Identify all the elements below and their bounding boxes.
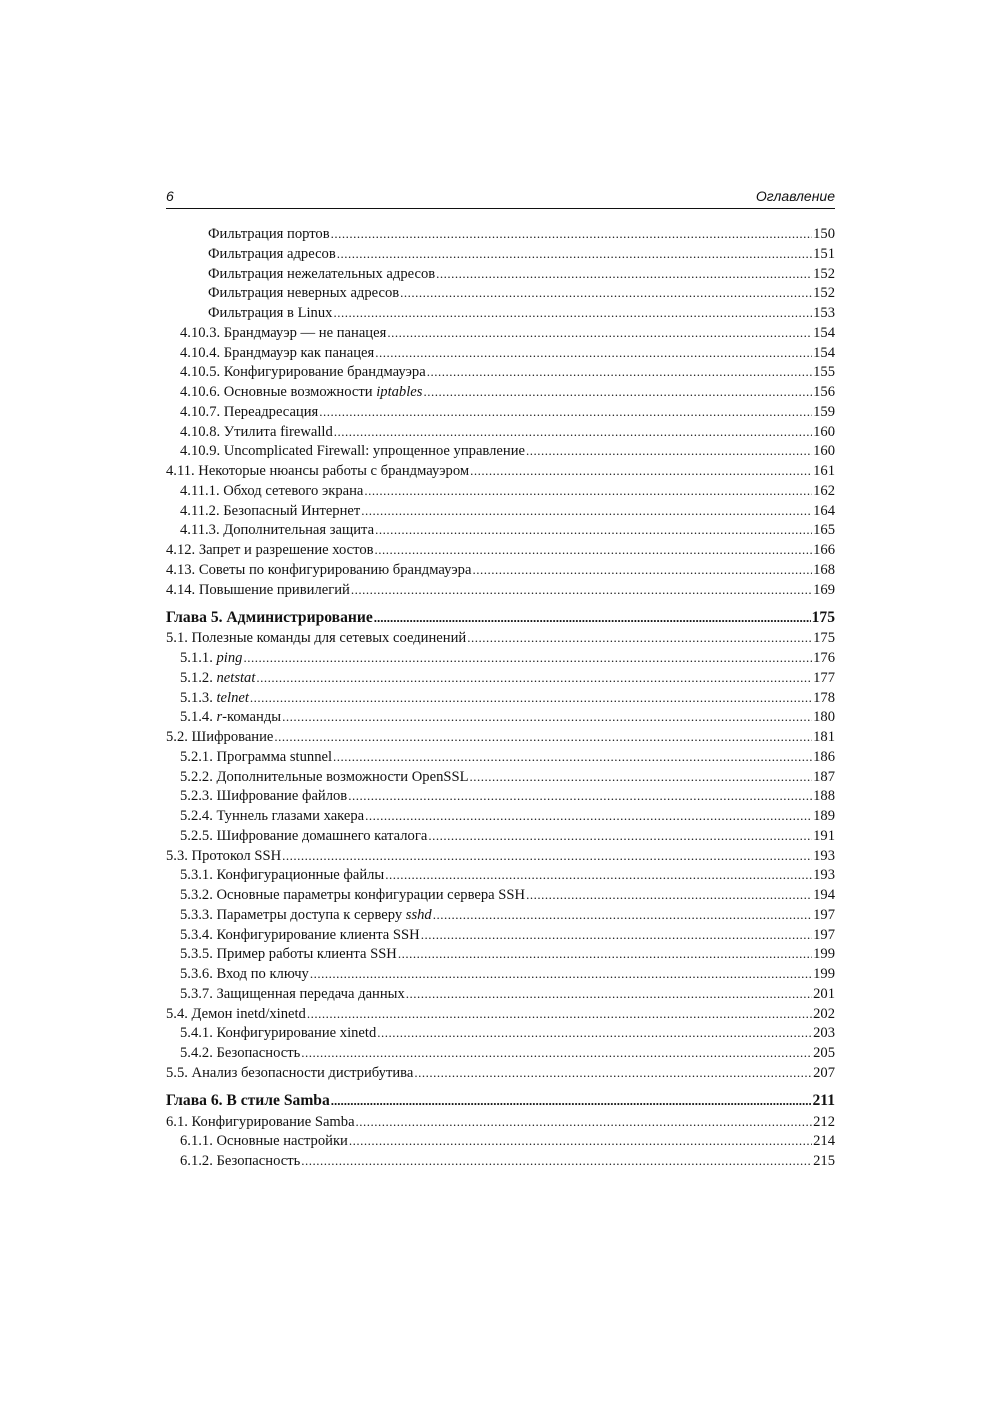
toc-page-number: 193 bbox=[813, 867, 835, 884]
toc-page-number: 205 bbox=[813, 1045, 835, 1061]
toc-entry-title: 5.3.7. Защищенная передача данных bbox=[180, 985, 405, 1002]
toc-entry-title: 5.3.3. Параметры доступа к серверу sshd bbox=[180, 906, 432, 923]
toc-entry[interactable] bbox=[166, 650, 835, 670]
toc-entry-title: 5.3.5. Пример работы клиента SSH bbox=[180, 946, 397, 963]
toc-entry[interactable] bbox=[166, 1065, 835, 1085]
toc-entry-title: 4.10.8. Утилита firewalld bbox=[180, 423, 333, 440]
toc-entry-title: Фильтрация портов bbox=[208, 226, 330, 242]
dot-leader bbox=[375, 542, 813, 558]
dot-leader bbox=[333, 305, 812, 321]
dot-leader bbox=[414, 1065, 812, 1081]
dot-leader bbox=[331, 226, 812, 242]
toc-page-number: 160 bbox=[813, 423, 835, 440]
toc-entry[interactable] bbox=[166, 404, 835, 424]
toc-entry-title: 5.4.1. Конфигурирование xinetd bbox=[180, 1025, 377, 1042]
toc-entry-title: 4.10.7. Переадресация bbox=[180, 403, 319, 420]
toc-entry[interactable] bbox=[166, 927, 835, 947]
dot-leader bbox=[375, 522, 812, 538]
toc-entry-title: 4.10.9. Uncomplicated Firewall: упрощенное управление bbox=[180, 443, 525, 460]
toc-entry[interactable] bbox=[166, 542, 835, 562]
toc-entry-title: 6.1. Конфигурирование Samba bbox=[166, 1113, 355, 1130]
toc-entry-title: Глава 5. Администрирование bbox=[166, 608, 373, 626]
toc-entry[interactable] bbox=[166, 788, 835, 808]
toc-entry[interactable] bbox=[166, 424, 835, 444]
toc-page-number: 175 bbox=[811, 608, 835, 626]
toc-entry[interactable] bbox=[166, 1045, 835, 1065]
toc-entry-title: 4.11.1. Обход сетевого экрана bbox=[180, 482, 364, 499]
toc-entry[interactable] bbox=[166, 503, 835, 523]
table-of-contents bbox=[166, 226, 835, 1173]
toc-entry[interactable] bbox=[166, 729, 835, 749]
toc-entry-title: 4.10.4. Брандмауэр как панацея bbox=[180, 344, 375, 361]
toc-entry[interactable] bbox=[166, 867, 835, 887]
toc-entry-title: 5.1.4. r-команды bbox=[180, 709, 282, 726]
toc-entry-title: Фильтрация адресов bbox=[208, 245, 336, 262]
toc-entry[interactable] bbox=[166, 226, 835, 246]
toc-page-number: 153 bbox=[813, 305, 835, 321]
dot-leader bbox=[364, 483, 812, 499]
toc-entry[interactable] bbox=[166, 630, 835, 650]
toc-entry-title: 5.4. Демон inetd/xinetd bbox=[166, 1005, 306, 1022]
dot-leader bbox=[310, 966, 812, 982]
toc-page-number: 154 bbox=[813, 344, 835, 361]
toc-entry-title: 4.14. Повышение привилегий bbox=[166, 581, 350, 598]
dot-leader bbox=[307, 1006, 812, 1022]
toc-entry-title: 5.3.4. Конфигурирование клиента SSH bbox=[180, 926, 420, 943]
toc-entry-title: 5.3.1. Конфигурационные файлы bbox=[180, 867, 385, 884]
toc-entry-title: 4.10.6. Основные возможности iptables bbox=[180, 384, 423, 400]
toc-page-number: 162 bbox=[813, 482, 835, 499]
dot-leader bbox=[282, 709, 812, 725]
toc-entry[interactable] bbox=[166, 1153, 835, 1173]
toc-entry[interactable] bbox=[166, 1133, 835, 1153]
toc-page-number: 152 bbox=[813, 285, 835, 302]
dot-leader bbox=[337, 246, 812, 262]
page-number: 6 bbox=[166, 188, 174, 204]
toc-entry-title: 5.3.6. Вход по ключу bbox=[180, 966, 309, 982]
dot-leader bbox=[256, 670, 812, 686]
toc-entry[interactable] bbox=[166, 266, 835, 286]
toc-entry-title: Фильтрация неверных адресов bbox=[208, 285, 400, 302]
toc-entry[interactable] bbox=[166, 986, 835, 1006]
toc-entry-title: Фильтрация в Linux bbox=[208, 305, 333, 321]
toc-entry-title: 4.11.2. Безопасный Интернет bbox=[180, 502, 361, 519]
toc-page-number: 177 bbox=[813, 669, 835, 686]
toc-entry-title: 6.1.1. Основные настройки bbox=[180, 1133, 348, 1150]
toc-entry[interactable] bbox=[166, 463, 835, 483]
dot-leader bbox=[334, 424, 812, 440]
toc-entry-title: 5.1. Полезные команды для сетевых соединений bbox=[166, 630, 467, 647]
dot-leader bbox=[351, 582, 812, 598]
toc-page-number: 193 bbox=[813, 847, 835, 864]
toc-entry-title: 5.2.5. Шифрование домашнего каталога bbox=[180, 827, 428, 844]
toc-page-number: 214 bbox=[813, 1133, 835, 1150]
toc-page-number: 151 bbox=[813, 245, 835, 262]
dot-leader bbox=[427, 364, 812, 380]
toc-page-number: 191 bbox=[813, 827, 835, 844]
dot-leader bbox=[274, 729, 812, 745]
toc-entry[interactable] bbox=[166, 582, 835, 602]
toc-entry[interactable] bbox=[166, 749, 835, 769]
toc-entry-title: 6.1.2. Безопасность bbox=[180, 1153, 301, 1169]
toc-page-number: 181 bbox=[813, 729, 835, 745]
dot-leader bbox=[428, 828, 812, 844]
toc-entry-title: 4.13. Советы по конфигурированию брандмауэра bbox=[166, 561, 472, 578]
toc-entry-title: 5.2. Шифрование bbox=[166, 729, 274, 745]
toc-entry-title: Глава 6. В стиле Samba bbox=[166, 1092, 330, 1109]
dot-leader bbox=[365, 808, 812, 824]
toc-entry-title: 5.3.2. Основные параметры конфигурации сервера SSH bbox=[180, 887, 526, 903]
toc-page-number: 201 bbox=[813, 985, 835, 1002]
dot-leader bbox=[319, 404, 812, 420]
toc-page-number: 207 bbox=[813, 1064, 835, 1081]
toc-page-number: 165 bbox=[813, 522, 835, 539]
dot-leader bbox=[526, 443, 812, 459]
toc-entry[interactable] bbox=[166, 246, 835, 266]
dot-leader bbox=[301, 1153, 812, 1169]
toc-chapter-entry[interactable] bbox=[166, 1092, 835, 1114]
toc-entry-title: 5.5. Анализ безопасности дистрибутива bbox=[166, 1064, 414, 1081]
toc-page-number: 168 bbox=[813, 561, 835, 578]
toc-page-number: 150 bbox=[813, 226, 835, 242]
toc-page-number: 215 bbox=[813, 1153, 835, 1169]
toc-entry-title: 5.1.1. ping bbox=[180, 650, 243, 666]
toc-page-number: 180 bbox=[813, 709, 835, 726]
toc-entry[interactable] bbox=[166, 562, 835, 582]
toc-page-number: 197 bbox=[813, 906, 835, 923]
toc-entry-title: 5.3. Протокол SSH bbox=[166, 847, 282, 864]
running-header bbox=[166, 186, 835, 206]
toc-entry[interactable] bbox=[166, 828, 835, 848]
dot-leader bbox=[472, 562, 812, 578]
dot-leader bbox=[400, 285, 812, 301]
toc-entry-title: 5.2.3. Шифрование файлов bbox=[180, 788, 348, 805]
toc-entry[interactable] bbox=[166, 670, 835, 690]
toc-entry-title: 4.10.5. Конфигурирование брандмауэра bbox=[180, 364, 426, 381]
toc-page-number: 156 bbox=[813, 384, 835, 400]
toc-page-number: 203 bbox=[813, 1025, 835, 1042]
toc-entry-title: 5.2.4. Туннель глазами хакера bbox=[180, 808, 365, 824]
toc-entry[interactable] bbox=[166, 364, 835, 384]
toc-page-number: 194 bbox=[813, 887, 835, 903]
toc-page-number: 161 bbox=[813, 463, 835, 479]
dot-leader bbox=[406, 986, 812, 1002]
toc-entry-title: 4.10.3. Брандмауэр — не панацея bbox=[180, 324, 387, 341]
dot-leader bbox=[243, 650, 812, 666]
toc-page-number: 202 bbox=[813, 1005, 835, 1022]
dot-leader bbox=[385, 867, 812, 883]
toc-entry[interactable] bbox=[166, 305, 835, 325]
toc-page-number: 197 bbox=[813, 926, 835, 943]
dot-leader bbox=[526, 887, 812, 903]
toc-entry[interactable] bbox=[166, 946, 835, 966]
toc-entry-title: 5.1.2. netstat bbox=[180, 669, 256, 686]
toc-page-number: 199 bbox=[813, 946, 835, 963]
dot-leader bbox=[282, 848, 812, 864]
dot-leader bbox=[470, 769, 813, 785]
toc-entry-title: 4.11. Некоторые нюансы работы с брандмауэром bbox=[166, 463, 470, 479]
toc-entry-title: Фильтрация нежелательных адресов bbox=[208, 265, 436, 282]
dot-leader bbox=[348, 788, 812, 804]
dot-leader bbox=[398, 946, 812, 962]
toc-entry[interactable] bbox=[166, 966, 835, 986]
toc-page-number: 154 bbox=[813, 324, 835, 341]
toc-page-number: 199 bbox=[813, 966, 835, 982]
dot-leader bbox=[433, 907, 812, 923]
toc-entry[interactable] bbox=[166, 808, 835, 828]
dot-leader bbox=[387, 325, 812, 341]
toc-page-number: 160 bbox=[813, 443, 835, 460]
toc-page-number: 175 bbox=[813, 630, 835, 647]
dot-leader bbox=[374, 610, 811, 626]
toc-entry[interactable] bbox=[166, 1006, 835, 1026]
toc-entry[interactable] bbox=[166, 345, 835, 365]
toc-page-number: 166 bbox=[813, 542, 835, 558]
dot-leader bbox=[349, 1133, 812, 1149]
toc-page-number: 159 bbox=[813, 403, 835, 420]
toc-page-number: 186 bbox=[813, 748, 835, 765]
dot-leader bbox=[423, 384, 812, 400]
toc-entry[interactable] bbox=[166, 887, 835, 907]
toc-page-number: 152 bbox=[813, 265, 835, 282]
toc-entry[interactable] bbox=[166, 522, 835, 542]
toc-entry[interactable] bbox=[166, 1114, 835, 1134]
toc-entry[interactable] bbox=[166, 325, 835, 345]
dot-leader bbox=[301, 1045, 812, 1061]
toc-entry[interactable] bbox=[166, 285, 835, 305]
toc-entry[interactable] bbox=[166, 384, 835, 404]
toc-page-number: 212 bbox=[813, 1113, 835, 1130]
toc-entry[interactable] bbox=[166, 1025, 835, 1045]
toc-page-number: 211 bbox=[812, 1092, 835, 1109]
dot-leader bbox=[361, 503, 812, 519]
toc-page-number: 155 bbox=[813, 364, 835, 381]
dot-leader bbox=[375, 345, 812, 361]
toc-page-number: 178 bbox=[813, 689, 835, 706]
toc-page-number: 176 bbox=[813, 650, 835, 666]
toc-entry[interactable] bbox=[166, 483, 835, 503]
toc-entry-title: 5.2.1. Программа stunnel bbox=[180, 748, 333, 765]
toc-entry[interactable] bbox=[166, 907, 835, 927]
toc-page-number: 169 bbox=[813, 581, 835, 598]
toc-page-number: 187 bbox=[813, 768, 835, 785]
toc-entry-title: 5.2.2. Дополнительные возможности OpenSSL bbox=[180, 768, 469, 785]
dot-leader bbox=[436, 266, 812, 282]
dot-leader bbox=[470, 463, 812, 479]
toc-entry-title: 4.11.3. Дополнительная защита bbox=[180, 522, 375, 539]
dot-leader bbox=[467, 630, 812, 646]
toc-entry[interactable] bbox=[166, 443, 835, 463]
header-rule bbox=[166, 208, 835, 209]
dot-leader bbox=[250, 690, 812, 706]
toc-entry[interactable] bbox=[166, 769, 835, 789]
dot-leader bbox=[333, 749, 812, 765]
dot-leader bbox=[331, 1093, 812, 1109]
toc-entry-title: 5.4.2. Безопасность bbox=[180, 1045, 301, 1061]
toc-chapter-entry[interactable] bbox=[166, 609, 835, 631]
toc-entry[interactable] bbox=[166, 848, 835, 868]
toc-page-number: 164 bbox=[813, 502, 835, 519]
toc-entry-title: 4.12. Запрет и разрешение хостов bbox=[166, 542, 374, 558]
dot-leader bbox=[421, 927, 812, 943]
toc-entry[interactable] bbox=[166, 690, 835, 710]
toc-page-number: 188 bbox=[813, 788, 835, 805]
running-header-title: Оглавление bbox=[755, 188, 835, 204]
dot-leader bbox=[356, 1114, 813, 1130]
toc-entry[interactable] bbox=[166, 709, 835, 729]
toc-page-number: 189 bbox=[813, 808, 835, 824]
toc-entry-title: 5.1.3. telnet bbox=[180, 689, 249, 706]
dot-leader bbox=[377, 1025, 812, 1041]
